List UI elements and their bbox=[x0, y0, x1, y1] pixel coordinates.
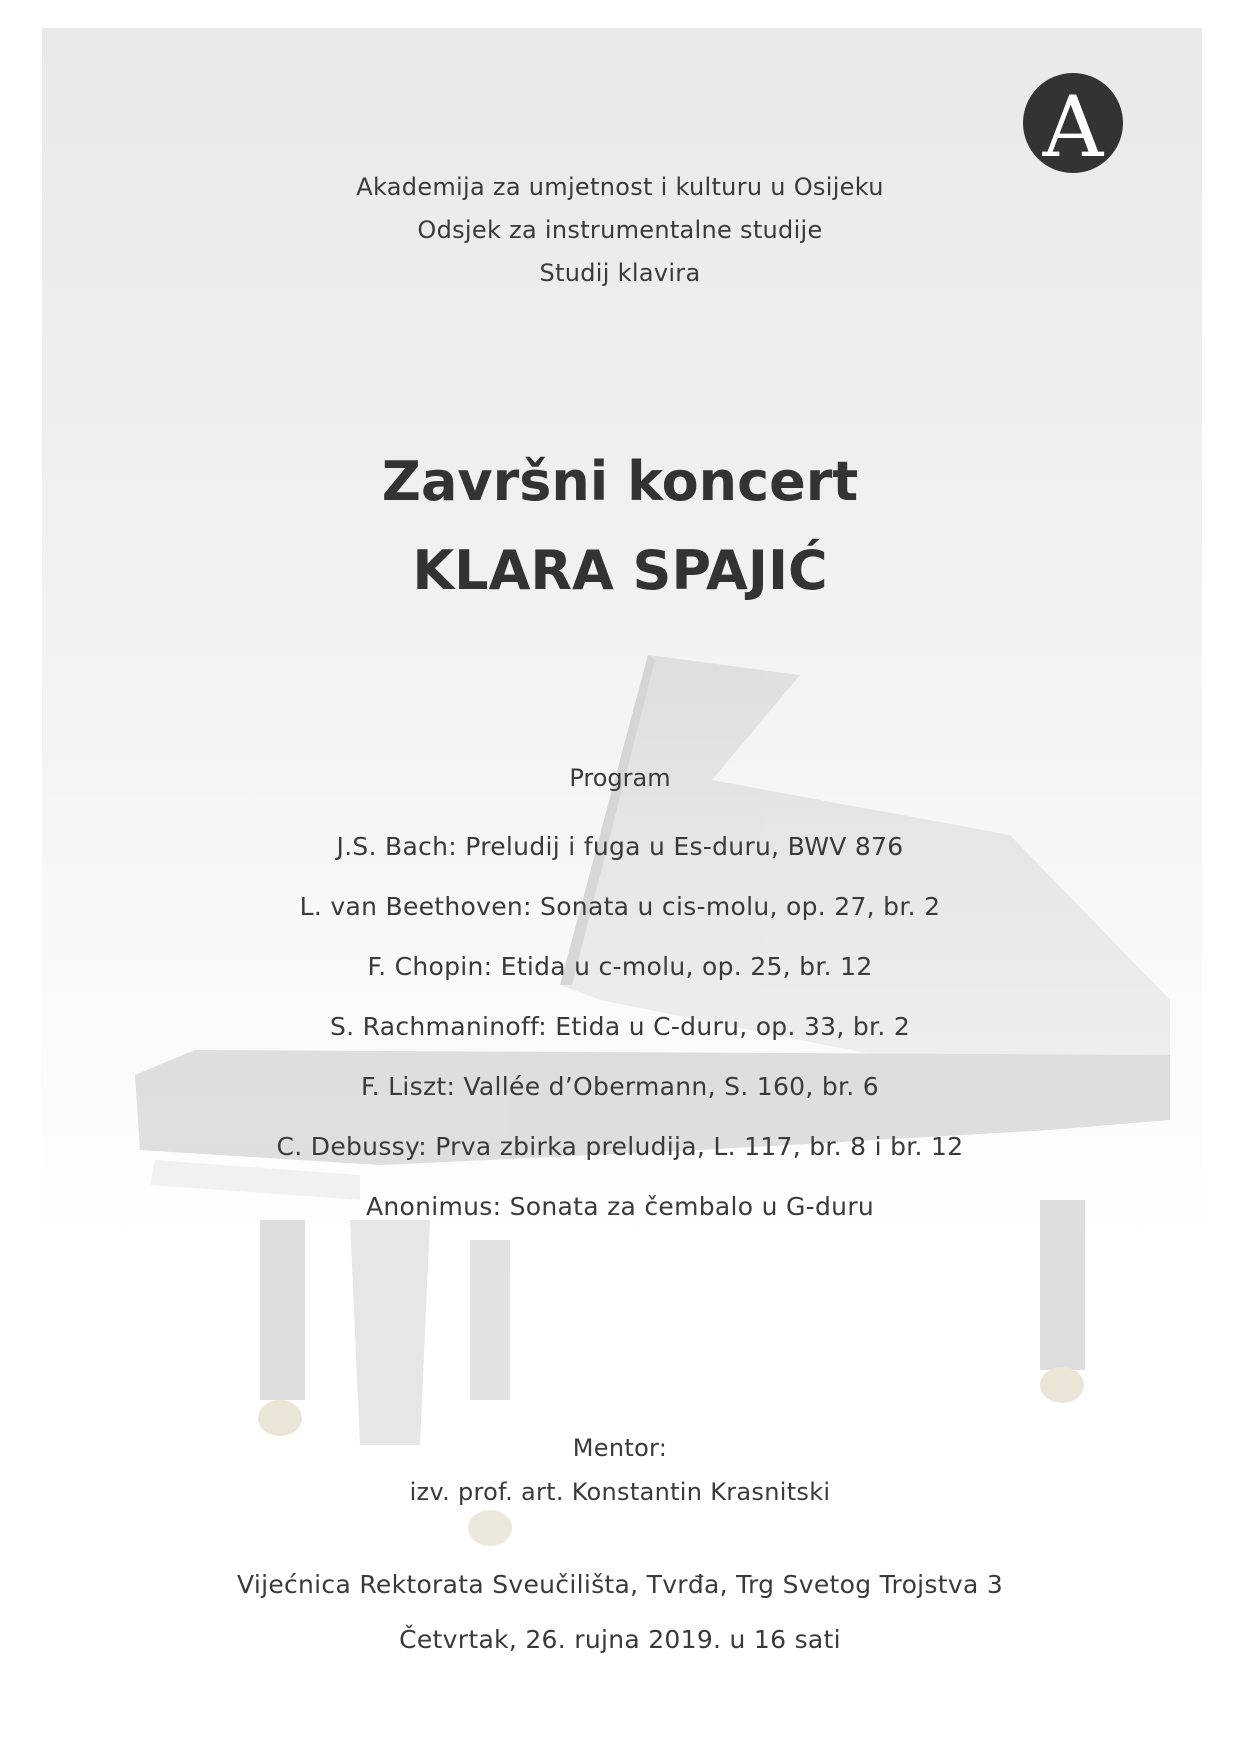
venue-place: Vijećnica Rektorata Sveučilišta, Tvrđa, Trg Svetog Trojstva 3 bbox=[236, 1570, 1004, 1599]
venue-date: Četvrtak, 26. rujna 2019. u 16 sati bbox=[399, 1625, 841, 1654]
program-item: Anonimus: Sonata za čembalo u G-duru bbox=[365, 1192, 875, 1221]
program-item: J.S. Bach: Preludij i fuga u Es-duru, BWV 876 bbox=[336, 832, 904, 861]
program-item: C. Debussy: Prva zbirka preludija, L. 117, br. 8 i br. 12 bbox=[276, 1132, 964, 1161]
mentor-block bbox=[0, 1426, 1240, 1514]
performer-name: KLARA SPAJIĆ bbox=[412, 539, 828, 602]
concert-title: Završni koncert bbox=[381, 450, 859, 513]
logo-letter: A bbox=[1042, 78, 1104, 173]
program-item: S. Rachmaninoff: Etida u C-duru, op. 33, br. 2 bbox=[329, 1012, 911, 1041]
program-heading: Program bbox=[569, 764, 671, 792]
program-item: F. Liszt: Vallée d’Obermann, S. 160, br. 6 bbox=[361, 1072, 879, 1101]
program-item: L. van Beethoven: Sonata u cis-molu, op. 27, br. 2 bbox=[299, 892, 941, 921]
mentor-name: izv. prof. art. Konstantin Krasnitski bbox=[409, 1478, 831, 1506]
header bbox=[0, 166, 1240, 295]
mentor-label: Mentor: bbox=[572, 1434, 668, 1462]
venue-block bbox=[0, 1557, 1240, 1667]
program-item: F. Chopin: Etida u c-molu, op. 25, br. 12 bbox=[367, 952, 873, 981]
study-name: Studij klavira bbox=[539, 259, 701, 287]
academy-logo bbox=[1023, 73, 1123, 173]
institution-name: Akademija za umjetnost i kulturu u Osijeku bbox=[356, 173, 884, 201]
program-list bbox=[0, 817, 1240, 1237]
department-name: Odsjek za instrumentalne studije bbox=[417, 216, 823, 244]
